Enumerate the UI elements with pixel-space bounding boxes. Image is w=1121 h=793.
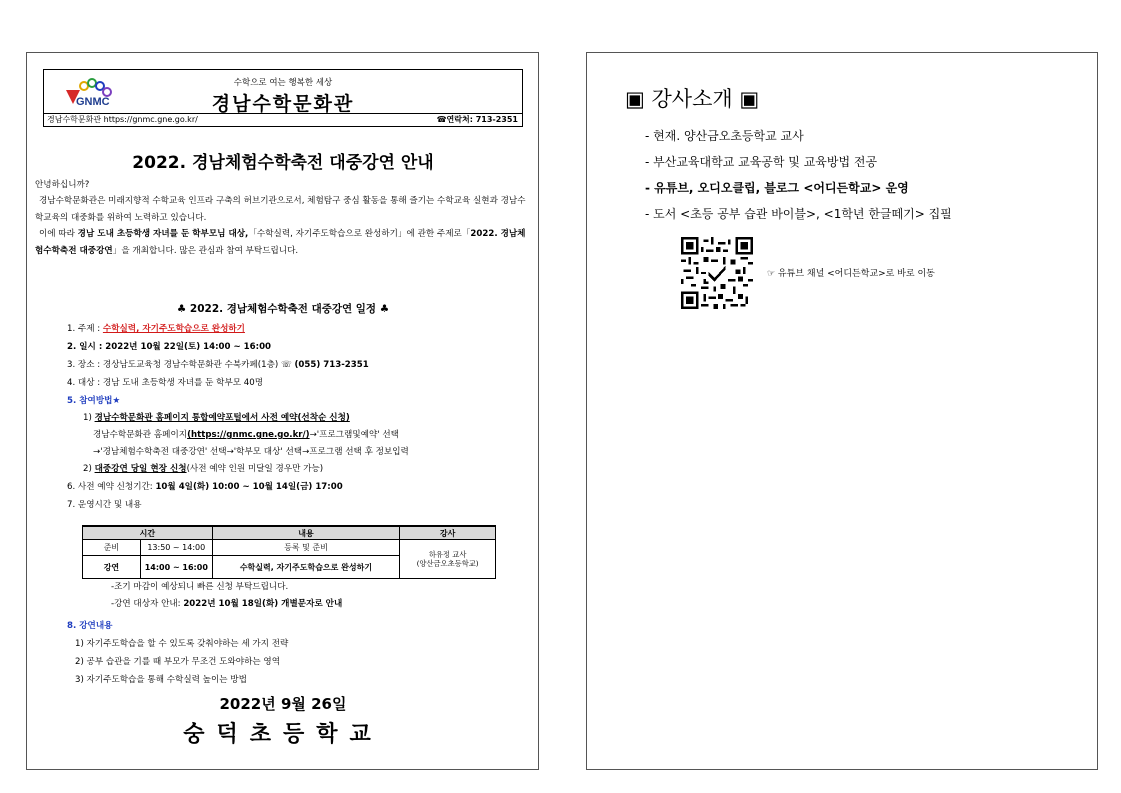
bio-item-4: - 도서 <초등 공부 습관 바이블>, <1학년 한글떼기> 집필 xyxy=(645,207,952,221)
content-item-1: 1) 자기주도학습을 할 수 있도록 갖춰야하는 세 가지 전략 xyxy=(75,639,289,649)
content-item-2: 2) 공부 습관을 기를 때 부모가 무조건 도와야하는 영역 xyxy=(75,657,281,667)
table-row xyxy=(83,540,496,556)
method-2: 2) 대중강연 당일 현장 신청(사전 예약 인원 미달일 경우만 가능) xyxy=(83,464,324,474)
row-content: 등록 및 준비 xyxy=(212,540,400,556)
page-title: 2022. 경남체험수학축전 대중강연 안내 xyxy=(132,153,434,173)
greeting: 안녕하십니까? xyxy=(35,180,90,190)
content-title: 8. 강연내용 xyxy=(67,621,113,631)
event-name: 2022. 경남체험수학축전 대중강연 xyxy=(35,229,526,256)
bio-item-2: - 부산교육대학교 교육공학 및 교육방법 전공 xyxy=(645,155,878,169)
section-title: ▣ 강사소개 ▣ xyxy=(625,87,760,111)
row-content: 수학실력, 자기주도학습으로 완성하기 xyxy=(212,556,400,579)
school-name: 숭덕초등학교 xyxy=(183,722,383,747)
letterhead xyxy=(43,69,523,127)
site-url[interactable]: 경남수학문화관 https://gnmc.gne.go.kr/ xyxy=(47,115,198,124)
row-label: 준비 xyxy=(83,540,141,556)
item-method-title: 5. 참여방법★ xyxy=(67,396,121,406)
row-label: 강연 xyxy=(83,556,141,579)
qr-caption: ☞ 유튜브 채널 <어디든학교>로 바로 이동 xyxy=(767,269,935,279)
letterhead-bar xyxy=(44,113,522,126)
method-1-detail: 경남수학문화관 홈페이지(https://gnmc.gne.go.kr/)→'프로그램및예약' 선택 xyxy=(93,430,399,440)
col-content: 내용 xyxy=(212,526,400,540)
org-name: 경남수학문화관 xyxy=(211,93,355,115)
bio-item-3: - 유튜브, 오디오클립, 블로그 <어디든학교> 운영 xyxy=(645,181,909,195)
col-lecturer: 강사 xyxy=(400,526,496,540)
row-time: 14:00 ~ 16:00 xyxy=(140,556,212,579)
item-topic: 1. 주제 : 수학실력, 자기주도학습으로 완성하기 xyxy=(67,324,245,334)
col-time: 시간 xyxy=(83,526,213,540)
contact-number: ☎연락처: 713-2351 xyxy=(436,115,518,124)
logo-text: GNMC xyxy=(76,96,110,108)
right-page xyxy=(586,52,1098,770)
method-1-steps: →'경남체험수학축전 대중강연' 선택→'학부모 대상' 선택→프로그램 선택 후 정보입력 xyxy=(93,447,409,457)
item-ops: 7. 운영시간 및 내용 xyxy=(67,500,142,510)
schedule-title: ♣ 2022. 경남체험수학축전 대중강연 일정 ♣ xyxy=(176,303,390,315)
issue-date: 2022년 9월 26일 xyxy=(219,695,347,713)
note-notification: -강연 대상자 안내: 2022년 10월 18일(화) 개별문자로 안내 xyxy=(111,599,343,609)
qr-code-icon[interactable] xyxy=(681,237,753,309)
intro-paragraph-2: 이에 따라 경남 도내 초등학생 자녀를 둔 학부모님 대상,「수학실력, 자기주도학습으로 완성하기」에 관한 주제로「2022. 경남체험수학축전 대중강연」을 개최합니다. 많은 관심과 참여 부탁드립니다. xyxy=(35,229,526,256)
item-target: 4. 대상 : 경남 도내 초등학생 자녀를 둔 학부모 40명 xyxy=(67,378,264,388)
row-time: 13:50 ~ 14:00 xyxy=(140,540,212,556)
item-place: 3. 장소 : 경상남도교육청 경남수학문화관 수북카페(1층) ☏ (055) 713-2351 xyxy=(67,360,369,370)
slogan: 수학으로 여는 행복한 세상 xyxy=(233,78,333,88)
item-period: 6. 사전 예약 신청기간: 10월 4일(화) 10:00 ~ 10월 14일(금) 17:00 xyxy=(67,482,343,492)
note-early-close: -조기 마감이 예상되니 빠른 신청 부탁드립니다. xyxy=(111,582,289,592)
bio-item-1: - 현재. 양산금오초등학교 교사 xyxy=(645,129,804,143)
content-item-3: 3) 자기주도학습을 통해 수학실력 높이는 방법 xyxy=(75,675,247,685)
schedule-table xyxy=(82,525,496,579)
row-lecturer: 하유정 교사 (양산금오초등학교) xyxy=(400,540,496,579)
method-1: 1) 경남수학문화관 홈페이지 통합예약포털에서 사전 예약(선착순 신청) xyxy=(83,413,350,423)
target-audience: 경남 도내 초등학생 자녀를 둔 학부모님 대상, xyxy=(77,229,249,239)
homepage-link[interactable]: (https://gnmc.gne.go.kr/) xyxy=(187,430,310,440)
left-page xyxy=(26,52,539,770)
item-datetime: 2. 일시 : 2022년 10월 22일(토) 14:00 ~ 16:00 xyxy=(67,342,272,352)
intro-paragraph-1: 경남수학문화관은 미래지향적 수학교육 인프라 구축의 허브기관으로서, 체험탐구 중심 활동을 통해 즐기는 수학교육 실현과 경남수학교육의 대중화를 위하여 노력하고 있습니다. xyxy=(35,196,526,223)
